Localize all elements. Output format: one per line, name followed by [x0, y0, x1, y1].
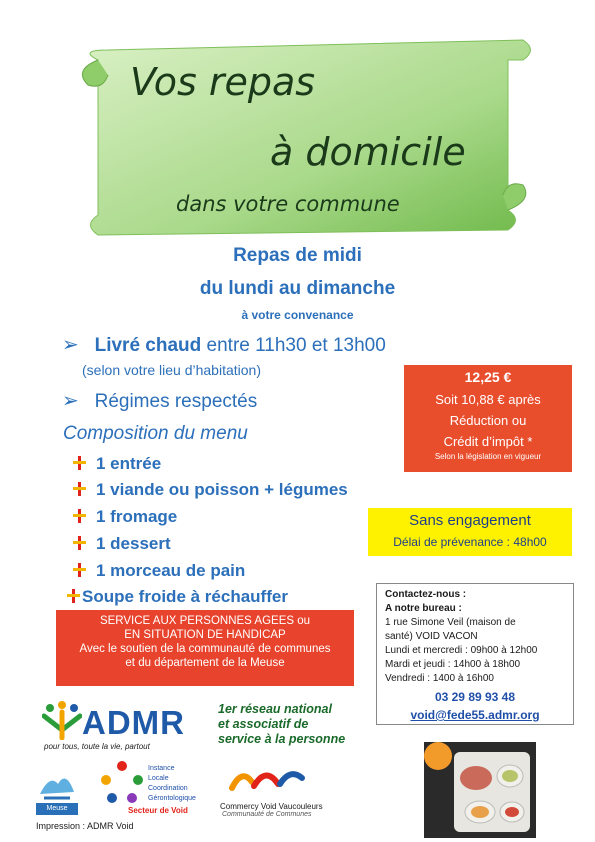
cross-bullet-icon	[66, 589, 80, 603]
meuse-department-icon	[36, 764, 78, 802]
meal-photo	[424, 742, 536, 838]
ilcg-text: Instance Locale Coordination Gérontologique	[148, 765, 196, 802]
banner-title-line1: Vos repas	[130, 60, 316, 104]
meuse-label: Meuse	[36, 803, 78, 815]
diets-line	[62, 388, 257, 413]
network-text	[218, 702, 345, 747]
sector-label: Secteur de Void	[128, 806, 188, 815]
menu-title: Composition du menu	[63, 423, 248, 444]
meal-heading: Repas de midi	[233, 245, 362, 266]
banner-subtitle: dans votre commune	[176, 192, 400, 216]
menu-item: 1 dessert	[72, 534, 171, 554]
network-line3: service à la personne	[218, 732, 346, 746]
price-legal: Selon la législation en vigueur	[434, 452, 542, 461]
convenience-text: à votre convenance	[241, 308, 354, 322]
days-heading: du lundi au dimanche	[199, 278, 396, 299]
price-box	[404, 365, 572, 472]
delivery-hot: Livré chaud	[94, 335, 202, 356]
ccvv-label: Commercy Void Vaucouleurs	[220, 802, 323, 811]
commitment-title: Sans engagement	[409, 512, 531, 529]
price-credit: Crédit d’impôt *	[443, 434, 533, 449]
commitment-box	[368, 508, 572, 556]
cross-bullet-icon	[72, 482, 86, 496]
service-box	[56, 610, 354, 686]
contact-address1: 1 rue Simone Veil (maison de	[385, 617, 516, 628]
printing-credit: Impression : ADMR Void	[36, 821, 134, 831]
menu-item: 1 viande ou poisson + légumes	[72, 480, 348, 500]
admr-slogan: pour tous, toute la vie, partout	[44, 742, 150, 751]
delivery-note: (selon votre lieu d’habitation)	[82, 362, 261, 378]
service-line2: EN SITUATION DE HANDICAP	[124, 629, 286, 641]
arrow-right-icon: ➢	[62, 334, 79, 356]
contact-box	[376, 583, 574, 725]
contact-email-link[interactable]: void@fede55.admr.org	[410, 708, 540, 722]
service-line3: Avec le soutien de la communauté de communes	[79, 643, 331, 655]
service-line4: et du département de la Meuse	[125, 657, 285, 669]
menu-item: 1 morceau de pain	[72, 561, 245, 581]
menu-item: 1 entrée	[72, 454, 161, 474]
delivery-hours: entre 11h30 et 13h00	[201, 335, 386, 356]
contact-hours2: Mardi et jeudi : 14h00 à 18h00	[385, 659, 521, 670]
admr-people-icon	[42, 700, 82, 740]
price-after: Soit 10,88 € après	[435, 392, 541, 407]
arrow-right-icon: ➢	[62, 390, 79, 412]
cross-bullet-icon	[72, 456, 86, 470]
contact-phone[interactable]: 03 29 89 93 48	[434, 690, 516, 704]
ccvv-sublabel: Communauté de Communes	[222, 811, 312, 818]
price-amount: 12,25 €	[464, 369, 512, 385]
cross-bullet-icon	[72, 536, 86, 550]
ilcg-logo-icon	[98, 760, 146, 806]
commitment-notice: Délai de prévenance : 48h00	[393, 535, 547, 549]
admr-logo-text: ADMR	[82, 704, 185, 741]
contact-hours3: Vendredi : 1400 à 16h00	[385, 673, 494, 684]
cross-bullet-icon	[72, 563, 86, 577]
cross-bullet-icon	[72, 509, 86, 523]
delivery-line	[62, 332, 386, 357]
price-reduction: Réduction ou	[449, 413, 527, 428]
contact-title: Contactez-nous :	[385, 589, 467, 600]
network-line1: 1er réseau national	[218, 702, 332, 716]
service-line1: SERVICE AUX PERSONNES AGEES ou	[99, 615, 311, 627]
menu-item: 1 fromage	[72, 507, 177, 527]
contact-office: A notre bureau :	[385, 603, 462, 614]
menu-item: Soupe froide à réchauffer	[66, 587, 288, 607]
network-line2: et associatif de	[218, 717, 309, 731]
diets-text: Régimes respectés	[94, 391, 258, 412]
ccvv-logo-icon	[228, 764, 306, 798]
banner-title-line2: à domicile	[270, 130, 466, 174]
contact-address2: santé) VOID VACON	[385, 631, 478, 642]
contact-hours1: Lundi et mercredi : 09h00 à 12h00	[385, 645, 538, 656]
